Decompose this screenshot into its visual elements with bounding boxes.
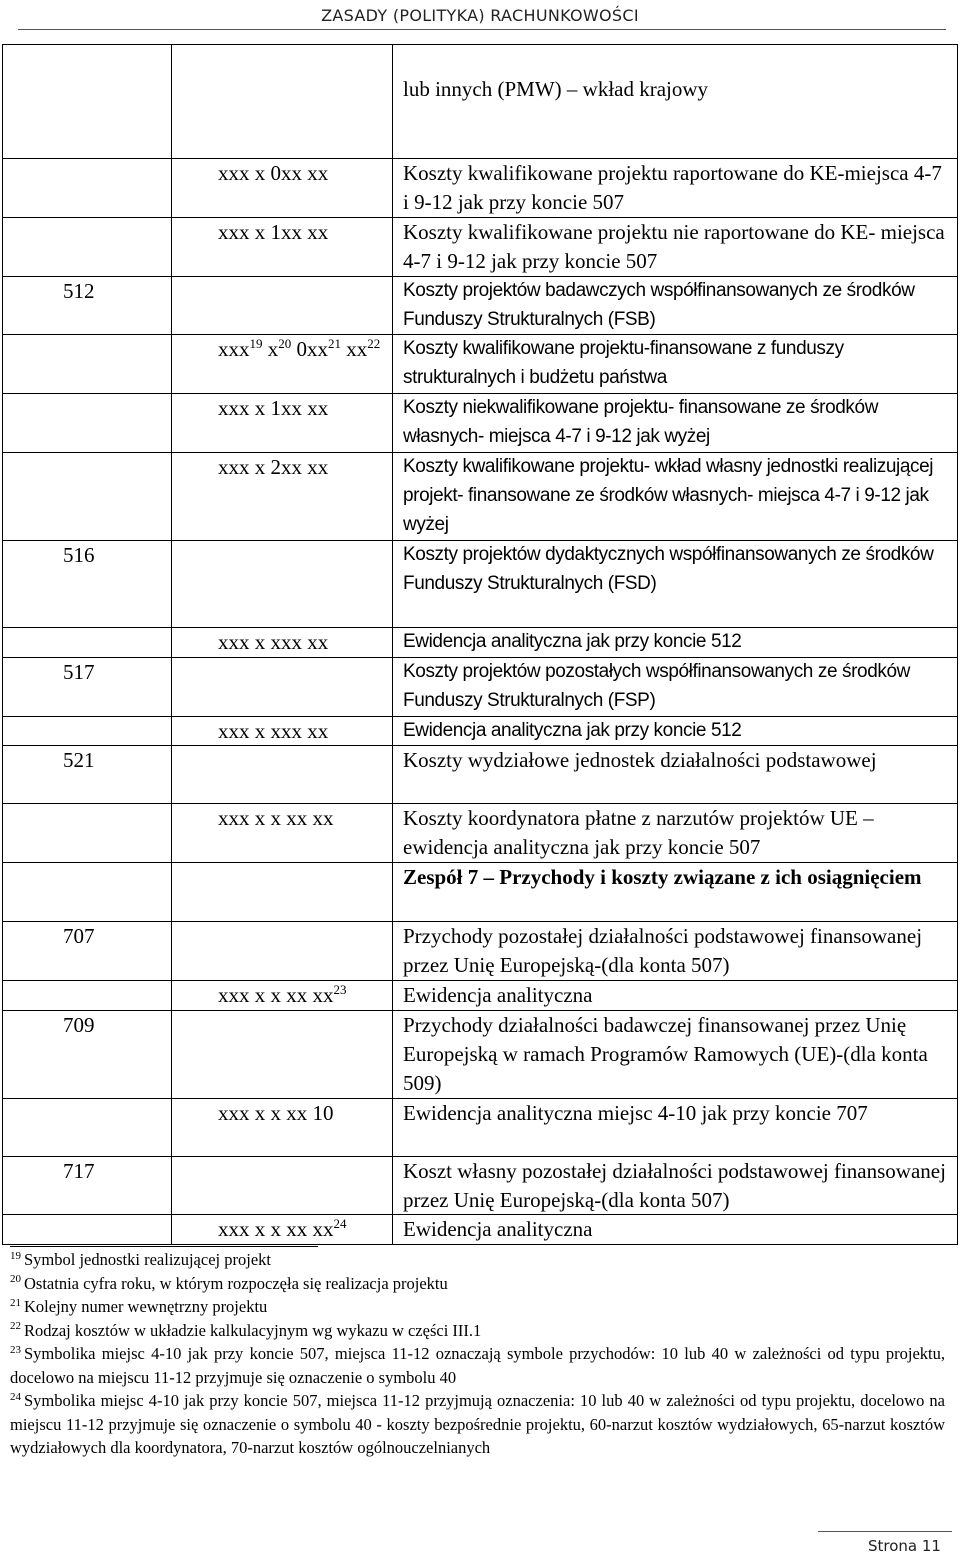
- description-cell: Koszty kwalifikowane projektu nie raportowane do KE- miejsca 4-7 i 9-12 jak przy koncie 507: [393, 217, 958, 276]
- analytic-code-cell: [172, 335, 393, 394]
- table-row: [3, 1098, 958, 1156]
- analytic-code-cell: [172, 804, 393, 863]
- header-title: ZASADY (POLITYKA) RACHUNKOWOŚCI: [321, 6, 639, 25]
- account-number-cell: [3, 217, 172, 276]
- description-cell: Ewidencja analityczna jak przy koncie 512: [393, 627, 958, 657]
- analytic-code-cell: [172, 716, 393, 746]
- description-cell: Koszty niekwalifikowane projektu- finansowane ze środków własnych- miejsca 4-7 i 9-12 jak wyżej: [393, 394, 958, 453]
- code-text: xxx x 1xx xx: [218, 396, 329, 421]
- description-cell: Koszty kwalifikowane projektu raportowane do KE-miejsca 4-7 i 9-12 jak przy koncie 507: [393, 159, 958, 218]
- footnote-number: 21: [10, 1296, 21, 1309]
- footnote-text: Symbolika miejsc 4-10 jak przy koncie 507, miejsca 11-12 przyjmują oznaczenia: 10 lub 40 w zależności od typu projektu, docelowo na miejscu 11-12 przyjmuje się oznaczenie o symbolu 40 - koszty bezpośrednie projektu, 60-narzut kosztów wydziałowych, 65-narzut kosztów wydziałowych dla koordynatora, 70-narzut kosztów ogólnouczelnianych: [10, 1391, 945, 1457]
- footnote-ref: 23: [333, 982, 347, 998]
- analytic-code-cell: [172, 746, 393, 804]
- description-cell: Ewidencja analityczna: [393, 981, 958, 1011]
- table-row: [3, 1215, 958, 1245]
- header-divider: [18, 29, 946, 30]
- account-number-cell: [3, 804, 172, 863]
- table-row: [3, 657, 958, 716]
- code-text: xxx x 1xx xx: [218, 219, 329, 244]
- page-number: Strona 11: [868, 1537, 941, 1555]
- analytic-code-cell: [172, 657, 393, 716]
- code-segment: xx: [341, 337, 368, 362]
- account-number-cell: 517: [3, 657, 172, 716]
- footnote: [10, 1272, 945, 1296]
- code-text: xxx x xxx xx: [218, 629, 329, 654]
- footnote-ref: 24: [333, 1216, 347, 1232]
- description-cell: Koszty koordynatora płatne z narzutów projektów UE –ewidencja analityczna jak przy koncie 507: [393, 804, 958, 863]
- description-cell: Ewidencja analityczna: [393, 1215, 958, 1245]
- description-cell: Koszty projektów pozostałych współfinansowanych ze środków Funduszy Strukturalnych (FSP): [393, 657, 958, 716]
- footnote-ref: 21: [328, 336, 341, 352]
- footnote: [10, 1295, 945, 1319]
- description-cell: Przychody pozostałej działalności podstawowej finansowanej przez Unię Europejską-(dla konta 507): [393, 922, 958, 981]
- table-row: [3, 335, 958, 394]
- analytic-code-cell: [172, 627, 393, 657]
- table-row: [3, 804, 958, 863]
- page-header: [0, 0, 960, 46]
- table-row: [3, 1010, 958, 1098]
- footnote-ref: 19: [249, 336, 263, 352]
- table-row: [3, 217, 958, 276]
- footnote: [10, 1319, 945, 1343]
- account-number-cell: [3, 627, 172, 657]
- footnote: [10, 1342, 945, 1389]
- footnote-number: 22: [10, 1320, 21, 1332]
- account-number-cell: [3, 1098, 172, 1156]
- code-text: xxx x 2xx xx: [218, 455, 329, 480]
- footer-divider: [818, 1531, 952, 1532]
- analytic-code-cell: [172, 453, 393, 541]
- analytic-code-cell: [172, 863, 393, 922]
- account-number-cell: [3, 716, 172, 746]
- description-cell: Koszty projektów dydaktycznych współfinansowanych ze środków Funduszy Strukturalnych (FSD): [393, 540, 958, 627]
- code-segment: xxx: [218, 337, 250, 362]
- account-number-cell: 512: [3, 276, 172, 335]
- analytic-code-cell: [172, 922, 393, 981]
- table-row: [3, 863, 958, 922]
- footnote-divider: [10, 1246, 318, 1247]
- account-number-cell: [3, 981, 172, 1011]
- table-row: [3, 716, 958, 746]
- table-row: [3, 746, 958, 804]
- analytic-code-cell: [172, 276, 393, 335]
- code-segment: x: [262, 337, 279, 362]
- code-text: xxx x xxx xx: [218, 718, 329, 743]
- code-text: xxx x x xx xx: [218, 983, 334, 1008]
- accounts-table: [2, 44, 958, 1245]
- code-text: xxx x x xx 10: [218, 1100, 334, 1125]
- footnote-number: 20: [10, 1273, 21, 1285]
- footnote: [10, 1389, 945, 1460]
- accounts-table-body: [3, 45, 958, 1245]
- analytic-code-cell: [172, 1010, 393, 1098]
- account-number-cell: 717: [3, 1156, 172, 1215]
- code-text: xxx x 0xx xx: [218, 161, 329, 185]
- footnote-text: Kolejny numer wewnętrzny projektu: [24, 1297, 268, 1316]
- table-row: [3, 540, 958, 627]
- account-number-cell: [3, 45, 172, 159]
- footnote-text: Ostatnia cyfra roku, w którym rozpoczęła się realizacja projektu: [24, 1273, 448, 1293]
- account-number-cell: [3, 159, 172, 218]
- table-row: [3, 159, 958, 218]
- description-cell: Zespół 7 – Przychody i koszty związane z ich osiągnięciem: [393, 863, 958, 922]
- footnote-text: Rodzaj kosztów w układzie kalkulacyjnym wg wykazu w części III.1: [24, 1320, 482, 1340]
- account-number-cell: 707: [3, 922, 172, 981]
- footnotes: [10, 1248, 945, 1460]
- footnote-number: 24: [10, 1390, 21, 1403]
- account-number-cell: [3, 453, 172, 541]
- account-number-cell: [3, 1215, 172, 1245]
- description-cell: Koszty projektów badawczych współfinansowanych ze środków Funduszy Strukturalnych (FSB): [393, 276, 958, 335]
- table-row: [3, 922, 958, 981]
- account-number-cell: [3, 335, 172, 394]
- analytic-code-cell: [172, 1098, 393, 1156]
- description-cell: Koszt własny pozostałej działalności podstawowej finansowanej przez Unię Europejską-(dla konta 507): [393, 1156, 958, 1215]
- analytic-code-cell: [172, 1156, 393, 1215]
- description-cell: lub innych (PMW) – wkład krajowy: [393, 45, 958, 159]
- footnote-number: 19: [10, 1249, 21, 1262]
- table-row: [3, 1156, 958, 1215]
- footnote-number: 23: [10, 1343, 21, 1356]
- analytic-code-cell: [172, 159, 393, 218]
- analytic-code-cell: [172, 45, 393, 159]
- account-number-cell: 521: [3, 746, 172, 804]
- footnote-ref: 22: [367, 336, 381, 352]
- description-cell: Koszty wydziałowe jednostek działalności podstawowej: [393, 746, 958, 804]
- analytic-code-cell: [172, 540, 393, 627]
- analytic-code-cell: [172, 217, 393, 276]
- analytic-code-cell: [172, 981, 393, 1011]
- footnote-ref: 20: [278, 336, 292, 352]
- description-cell: Koszty kwalifikowane projektu-finansowane z funduszy strukturalnych i budżetu państwa: [393, 335, 958, 394]
- table-row: [3, 45, 958, 159]
- description-cell: Ewidencja analityczna jak przy koncie 512: [393, 716, 958, 746]
- code-text: xxx x x xx xx: [218, 806, 334, 831]
- table-row: [3, 276, 958, 335]
- description-cell: Koszty kwalifikowane projektu- wkład własny jednostki realizującej projekt- finansowane ze środków własnych- miejsca 4-7 i 9-12 jak wyżej: [393, 453, 958, 541]
- account-number-cell: [3, 863, 172, 922]
- footnote: [10, 1248, 945, 1272]
- table-row: [3, 627, 958, 657]
- account-number-cell: [3, 394, 172, 453]
- footnote-text: Symbolika miejsc 4-10 jak przy koncie 507, miejsca 11-12 oznaczają symbole przychodów: 10 lub 40 w zależności od typu projektu, docelowo na miejscu 11-12 przyjmuje się oznaczenie o symbolu 40: [10, 1344, 945, 1387]
- table-row: [3, 453, 958, 541]
- code-text: xxx x x xx xx: [218, 1217, 334, 1242]
- table-row: [3, 981, 958, 1011]
- analytic-code-cell: [172, 394, 393, 453]
- footnote-text: Symbol jednostki realizującej projekt: [24, 1250, 271, 1269]
- description-cell: Ewidencja analityczna miejsc 4-10 jak przy koncie 707: [393, 1098, 958, 1156]
- analytic-code-cell: [172, 1215, 393, 1245]
- table-row: [3, 394, 958, 453]
- description-cell: Przychody działalności badawczej finansowanej przez Unię Europejską w ramach Programów Ramowych (UE)-(dla konta 509): [393, 1010, 958, 1098]
- account-number-cell: 516: [3, 540, 172, 627]
- account-number-cell: 709: [3, 1010, 172, 1098]
- code-segment: 0xx: [291, 337, 328, 362]
